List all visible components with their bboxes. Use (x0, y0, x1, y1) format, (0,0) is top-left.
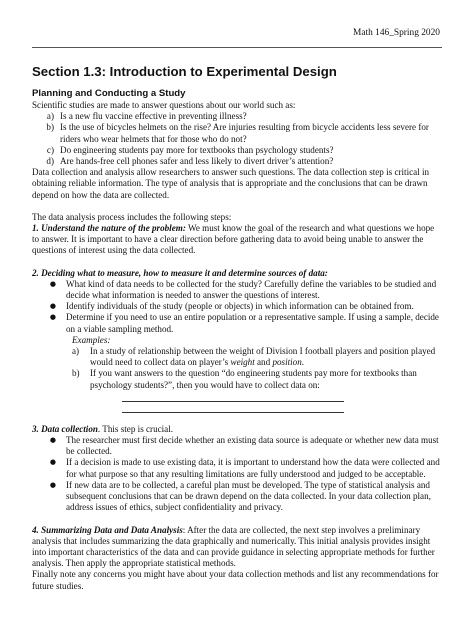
example-a-and: and (254, 357, 273, 368)
question-marker: d) (46, 156, 54, 167)
question-text: Do engineering students pay more for textbooks than psychology students? (60, 144, 334, 155)
closing-paragraph: Finally note any concerns you might have about your data collection methods and list any recommendations for future studies. (32, 569, 439, 591)
example-a-position: position (272, 357, 302, 368)
bullet-item (32, 279, 440, 301)
example-a-text: In a study of relationship between the weight of Division I football players and position played would need to collect data on player’s (90, 346, 436, 368)
bullet-icon: ● (49, 279, 56, 288)
bullet-text: Determine if you need to use an entire population or a representative sample. If using a sample, decide on a viable sampling method. (66, 312, 439, 334)
bullet-item (32, 457, 440, 479)
question-item (32, 145, 440, 156)
bullet-icon: ● (49, 302, 56, 311)
example-item (72, 346, 440, 368)
question-item (32, 156, 440, 167)
step-1-text: We must know the goal of the research and what questions we hope to answer. It is important to have a clear direction before gathering data to avoid being unable to answer the questions of interest using the data collected. (32, 223, 435, 256)
section-title: Section 1.3: Introduction to Experimental Design (32, 64, 337, 79)
bullet-item (32, 312, 440, 334)
step-4-text: : After the data are collected, the next step involves a preliminary analysis that includes summarizing the data graphically and numerically. This initial analysis provides insight into important characteristics of the data and can provide guidance in selecting appropriate methods for further analysis. Then apply the appropriate statistical methods. (32, 524, 435, 569)
header-rule (32, 47, 442, 48)
question-text: Is a new flu vaccine effective in preventing illness? (60, 111, 247, 122)
example-text: If you want answers to the question “do engineering students pay more for textbooks than psychology students?”, then you would have to collect data on: (90, 368, 417, 390)
question-marker: c) (46, 144, 54, 155)
example-item (72, 368, 440, 390)
example-a-period: . (301, 357, 305, 368)
question-item (32, 111, 440, 122)
bullet-text: Identify individuals of the study (people or objects) in which information can be obtained from. (66, 301, 414, 312)
planning-heading: Planning and Conducting a Study (32, 88, 186, 99)
step-4-label: 4. Summarizing Data and Data Analysis (32, 524, 183, 535)
bullet-item (32, 435, 440, 457)
course-header: Math 146_Spring 2020 (353, 28, 440, 38)
bullet-icon: ● (49, 458, 56, 467)
bullet-text: If a decision is made to use existing data, it is important to understand how the data were collected and for what purpose so that any resulting limitations are fully understood and judged to be acceptable. (66, 457, 440, 479)
planning-paragraph: Data collection and analysis allow researchers to answer such questions. The data collection step is critical in obtaining reliable information. The type of analysis that is appropriate and the conclusions that can be drawn depend on how the data are collected. (32, 167, 430, 200)
step-3-text: . This step is crucial. (97, 423, 174, 434)
question-text: Are hands-free cell phones safer and less likely to divert driver’s attention? (60, 156, 334, 167)
bullet-text: The researcher must first decide whether an existing data source is adequate or whether new data must be collected. (66, 435, 439, 457)
question-marker: b) (46, 122, 54, 133)
step-1-label: 1. Understand the nature of the problem: (32, 223, 186, 234)
question-text: Is the use of bicycles helmets on the rise? Are injuries resulting from bicycle accidents less severe for riders who wear helmets that for those who do not? (60, 122, 429, 144)
question-item (32, 122, 440, 144)
step-3 (32, 424, 440, 435)
example-text (90, 346, 440, 368)
step-3-label: 3. Data collection (32, 423, 98, 434)
example-a-weight: weight (230, 357, 255, 368)
bullet-item (32, 480, 440, 514)
example-marker: b) (72, 368, 80, 379)
process-intro: The data analysis process includes the following steps: (32, 211, 232, 222)
step-2-label: 2. Deciding what to measure, how to measure it and determine sources of data: (32, 267, 328, 278)
bullet-text: If new data are to be collected, a careful plan must be developed. The type of statistical analysis and subsequent conclusions that can be drawn depend on the data collected. In your data collection plan, address issues of ethics, subject confidentiality and privacy. (66, 479, 431, 513)
planning-intro: Scientific studies are made to answer questions about our world such as: (32, 100, 296, 110)
example-marker: a) (72, 346, 80, 357)
step-1 (32, 223, 440, 257)
document-body (32, 64, 440, 592)
question-marker: a) (46, 111, 54, 122)
bullet-icon: ● (49, 313, 56, 322)
bullet-icon: ● (49, 480, 56, 489)
bullet-item (32, 301, 440, 312)
bullet-icon: ● (49, 436, 56, 445)
examples-label: Examples: (72, 334, 111, 345)
bullet-text: What kind of data needs to be collected for the study? Carefully define the variables to be studied and decide what information is needed to answer the questions of interest. (66, 278, 437, 301)
step-4 (32, 525, 440, 570)
